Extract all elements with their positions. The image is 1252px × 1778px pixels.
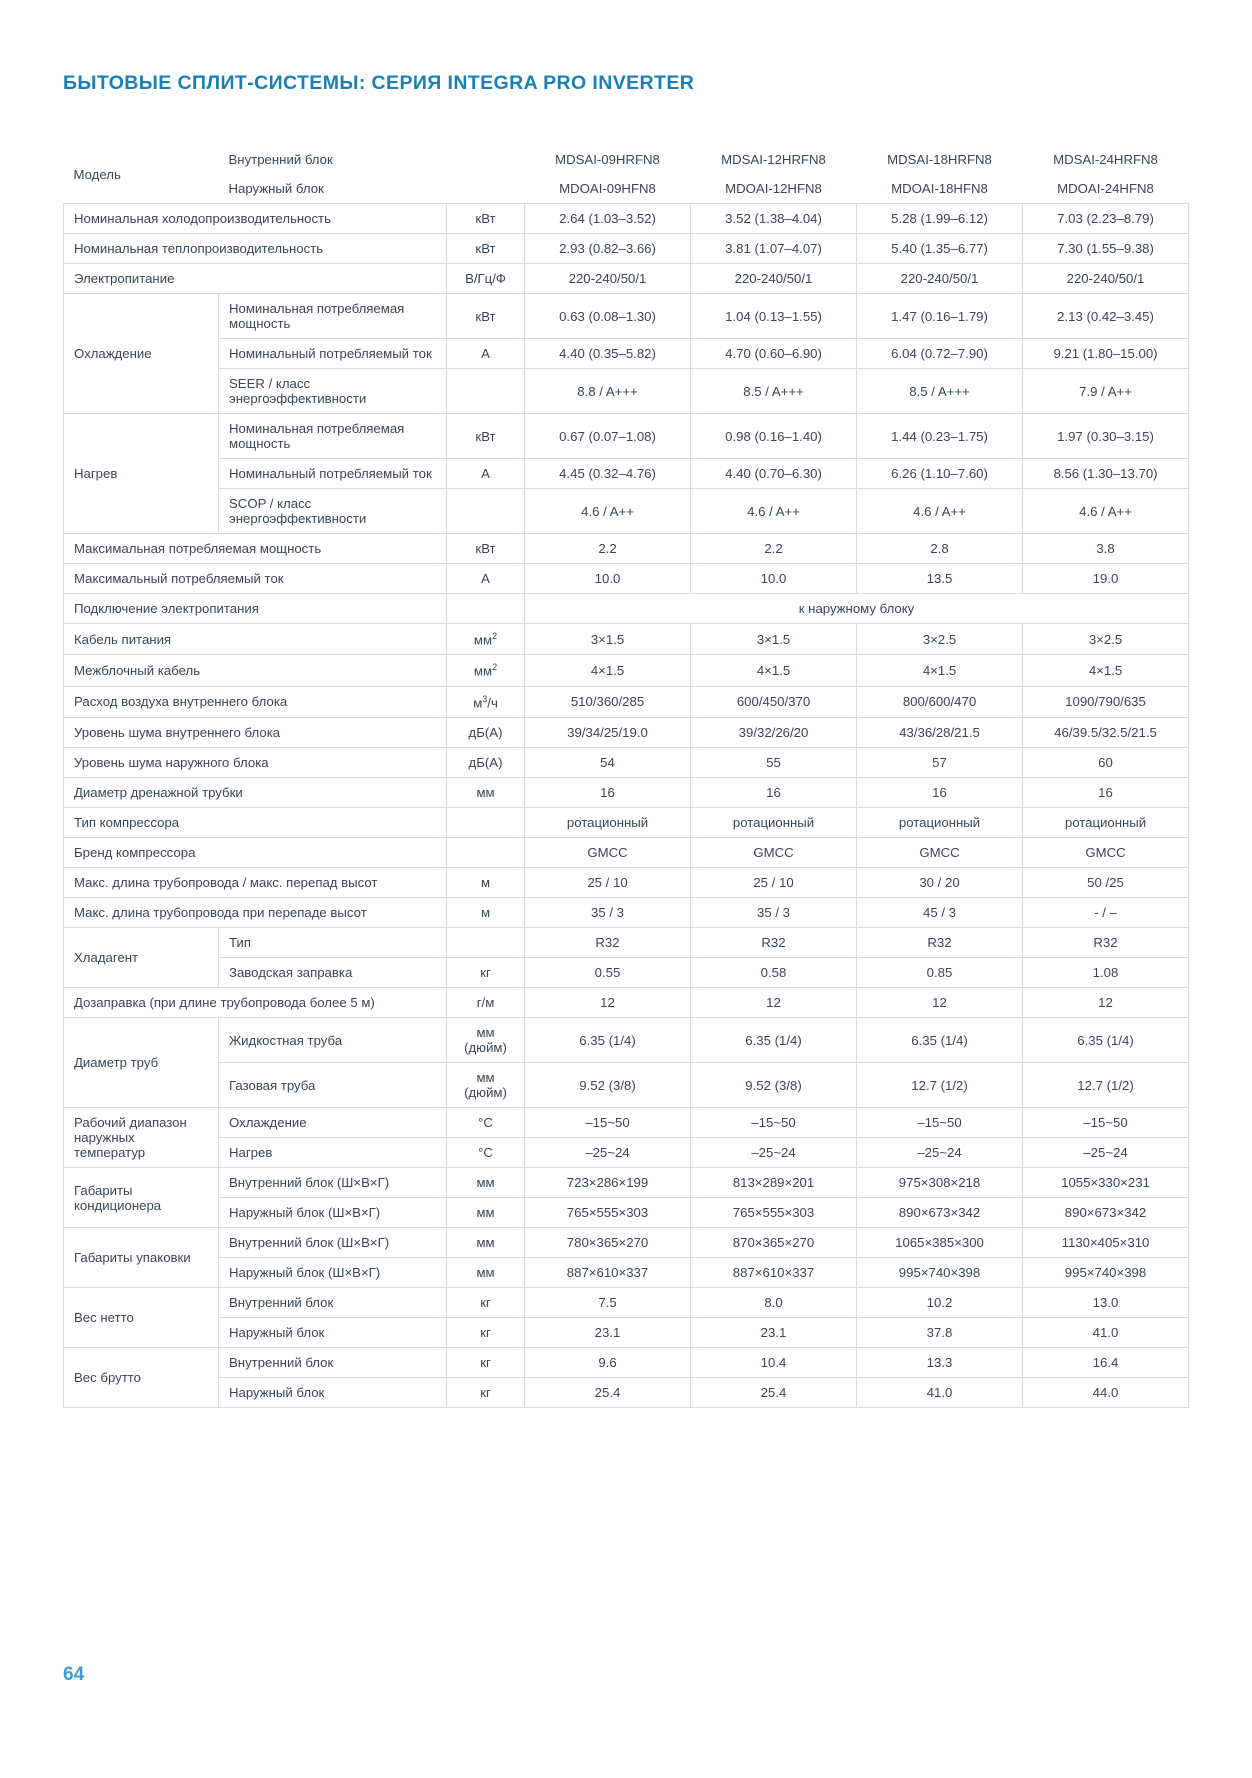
row-label: Заводская заправка [219,958,447,988]
row-label: Охлаждение [219,1108,447,1138]
table-row [64,748,1189,778]
table-header-outdoor-row [64,174,1189,204]
row-value: 8.5 / A+++ [857,369,1023,414]
group-label-net-weight: Вес нетто [64,1288,219,1348]
row-value: 1.97 (0.30–3.15) [1023,414,1189,459]
row-unit [447,594,525,624]
table-row [64,928,1189,958]
row-unit: °C [447,1108,525,1138]
row-unit [447,808,525,838]
row-value: –25~24 [525,1138,691,1168]
row-value: GMCC [525,838,691,868]
row-unit: дБ(А) [447,718,525,748]
row-unit: $мм^2$ [447,655,525,686]
row-label: Диаметр дренажной трубки [64,778,447,808]
row-label: SEER / класс энергоэффективности [219,369,447,414]
row-value: 35 / 3 [691,898,857,928]
row-unit: кг [447,1318,525,1348]
row-value: 723×286×199 [525,1168,691,1198]
table-row [64,898,1189,928]
row-label: Номинальная потребляемая мощность [219,294,447,339]
row-value: 4.70 (0.60–6.90) [691,339,857,369]
table-row [64,489,1189,534]
row-unit: мм [447,1168,525,1198]
page-number: 64 [63,1664,85,1685]
row-unit: кВт [447,414,525,459]
row-value: 25.4 [691,1378,857,1408]
row-value: 2.2 [525,534,691,564]
row-label: Бренд компрессора [64,838,447,868]
table-row [64,808,1189,838]
row-value: 6.35 (1/4) [525,1018,691,1063]
row-value: 9.21 (1.80–15.00) [1023,339,1189,369]
row-unit: мм (дюйм) [447,1063,525,1108]
row-value: ротационный [857,808,1023,838]
page-title: БЫТОВЫЕ СПЛИТ-СИСТЕМЫ: СЕРИЯ INTEGRA PRO INVERTER [63,72,695,94]
row-value: 765×555×303 [525,1198,691,1228]
row-unit: кг [447,1378,525,1408]
row-value: 10.4 [691,1348,857,1378]
row-value: –15~50 [1023,1108,1189,1138]
row-value: 9.52 (3/8) [525,1063,691,1108]
row-label: Электропитание [64,264,447,294]
row-value: 0.85 [857,958,1023,988]
row-value: 4×1.5 [1023,655,1189,686]
row-value: 2.64 (1.03–3.52) [525,204,691,234]
group-label-gross-weight: Вес брутто [64,1348,219,1408]
table-row [64,294,1189,339]
row-label: SCOP / класс энергоэффективности [219,489,447,534]
row-value: 2.13 (0.42–3.45) [1023,294,1189,339]
outdoor-model-2: MDOAI-12HFN8 [691,174,857,204]
row-value: 8.56 (1.30–13.70) [1023,459,1189,489]
row-value: 3.52 (1.38–4.04) [691,204,857,234]
specifications-table-container [63,145,1189,1408]
indoor-model-2: MDSAI-12HRFN8 [691,145,857,174]
row-value: 2.8 [857,534,1023,564]
row-label: Газовая труба [219,1063,447,1108]
row-value: 4.6 / A++ [691,489,857,534]
row-label: Уровень шума наружного блока [64,748,447,778]
row-value: 870×365×270 [691,1228,857,1258]
row-value: R32 [1023,928,1189,958]
row-value: 1090/790/635 [1023,686,1189,717]
table-row [64,718,1189,748]
row-value: 7.30 (1.55–9.38) [1023,234,1189,264]
row-value: 4.6 / A++ [525,489,691,534]
row-label: Внутренний блок (Ш×В×Г) [219,1228,447,1258]
row-value: –25~24 [1023,1138,1189,1168]
indoor-unit-label: Внутренний блок [219,145,525,174]
row-value: 1.08 [1023,958,1189,988]
row-value: 16.4 [1023,1348,1189,1378]
row-value: 3×1.5 [525,624,691,655]
row-unit: °C [447,1138,525,1168]
row-value: 50 /25 [1023,868,1189,898]
row-value: 4.40 (0.70–6.30) [691,459,857,489]
row-value: 220-240/50/1 [1023,264,1189,294]
row-label: Тип компрессора [64,808,447,838]
row-value: GMCC [1023,838,1189,868]
row-unit: кВт [447,534,525,564]
row-value: 9.6 [525,1348,691,1378]
row-value: 765×555×303 [691,1198,857,1228]
table-row [64,778,1189,808]
table-row [64,1063,1189,1108]
table-row [64,1378,1189,1408]
row-unit: $м^3/ч$ [447,686,525,717]
table-row [64,339,1189,369]
row-value: 4×1.5 [525,655,691,686]
row-value: 54 [525,748,691,778]
row-value: 10.2 [857,1288,1023,1318]
group-label-heating: Нагрев [64,414,219,534]
row-value: –25~24 [691,1138,857,1168]
row-value: 800/600/470 [857,686,1023,717]
row-value: GMCC [857,838,1023,868]
row-value: 2.93 (0.82–3.66) [525,234,691,264]
row-value: 3.8 [1023,534,1189,564]
row-value: 19.0 [1023,564,1189,594]
group-label-cooling: Охлаждение [64,294,219,414]
row-label: Межблочный кабель [64,655,447,686]
row-value: 13.5 [857,564,1023,594]
row-value: 6.04 (0.72–7.90) [857,339,1023,369]
row-value: 55 [691,748,857,778]
row-value: 5.40 (1.35–6.77) [857,234,1023,264]
row-label: Нагрев [219,1138,447,1168]
row-value: 16 [525,778,691,808]
row-value: 44.0 [1023,1378,1189,1408]
row-label: Наружный блок [219,1378,447,1408]
row-unit: А [447,339,525,369]
row-value: GMCC [691,838,857,868]
table-row [64,414,1189,459]
row-value: 2.2 [691,534,857,564]
row-value: 3.81 (1.07–4.07) [691,234,857,264]
row-value: 39/32/26/20 [691,718,857,748]
group-label-pipes: Диаметр труб [64,1018,219,1108]
row-value: 600/450/370 [691,686,857,717]
row-label: Внутренний блок (Ш×В×Г) [219,1168,447,1198]
row-value: 4.40 (0.35–5.82) [525,339,691,369]
group-label-package: Габариты упаковки [64,1228,219,1288]
table-row [64,655,1189,686]
row-value: 220-240/50/1 [525,264,691,294]
row-value: 0.58 [691,958,857,988]
row-value: ротационный [1023,808,1189,838]
table-row [64,988,1189,1018]
row-value: 890×673×342 [1023,1198,1189,1228]
row-unit: кВт [447,204,525,234]
row-value: 25 / 10 [525,868,691,898]
row-unit: кг [447,958,525,988]
row-value: 37.8 [857,1318,1023,1348]
table-row [64,686,1189,717]
row-value: 0.63 (0.08–1.30) [525,294,691,339]
table-row [64,1228,1189,1258]
table-row [64,838,1189,868]
row-value: –15~50 [857,1108,1023,1138]
row-unit: А [447,459,525,489]
row-value: 1.44 (0.23–1.75) [857,414,1023,459]
table-row [64,1288,1189,1318]
row-value: –25~24 [857,1138,1023,1168]
row-unit: г/м [447,988,525,1018]
row-value: 35 / 3 [525,898,691,928]
row-label: Подключение электропитания [64,594,447,624]
row-label: Внутренний блок [219,1348,447,1378]
row-value: 3×2.5 [1023,624,1189,655]
table-row [64,1138,1189,1168]
row-value: 7.03 (2.23–8.79) [1023,204,1189,234]
group-label-refrigerant: Хладагент [64,928,219,988]
row-value: 5.28 (1.99–6.12) [857,204,1023,234]
row-unit: мм [447,1198,525,1228]
row-value: ротационный [525,808,691,838]
row-unit: А [447,564,525,594]
row-value: 995×740×398 [1023,1258,1189,1288]
row-label: Уровень шума внутреннего блока [64,718,447,748]
row-value: к наружному блоку [525,594,1189,624]
row-value: 8.0 [691,1288,857,1318]
row-value: 813×289×201 [691,1168,857,1198]
row-value: 1.04 (0.13–1.55) [691,294,857,339]
row-value: 41.0 [1023,1318,1189,1348]
row-value: 3×2.5 [857,624,1023,655]
row-value: 12 [857,988,1023,1018]
row-value: –15~50 [691,1108,857,1138]
row-value: 0.98 (0.16–1.40) [691,414,857,459]
table-row [64,1108,1189,1138]
indoor-model-4: MDSAI-24HRFN8 [1023,145,1189,174]
table-row [64,1318,1189,1348]
row-unit [447,928,525,958]
row-label: Дозаправка (при длине трубопровода более 5 м) [64,988,447,1018]
table-header-indoor-row [64,145,1189,174]
row-unit: мм [447,778,525,808]
row-unit [447,489,525,534]
row-unit: В/Гц/Ф [447,264,525,294]
row-label: Наружный блок [219,1318,447,1348]
row-value: 23.1 [525,1318,691,1348]
row-unit: дБ(А) [447,748,525,778]
table-row [64,868,1189,898]
row-value: 220-240/50/1 [691,264,857,294]
row-value: 12 [1023,988,1189,1018]
row-value: 6.35 (1/4) [1023,1018,1189,1063]
row-value: 4×1.5 [691,655,857,686]
outdoor-unit-label: Наружный блок [219,174,525,204]
row-unit: м [447,868,525,898]
row-value: - / – [1023,898,1189,928]
row-unit: мм [447,1258,525,1288]
row-label: Расход воздуха внутреннего блока [64,686,447,717]
row-value: 13.3 [857,1348,1023,1378]
row-unit: мм [447,1228,525,1258]
row-value: 23.1 [691,1318,857,1348]
row-value: R32 [691,928,857,958]
row-value: 39/34/25/19.0 [525,718,691,748]
row-value: 220-240/50/1 [857,264,1023,294]
table-row [64,1258,1189,1288]
row-value: 510/360/285 [525,686,691,717]
table-row [64,264,1189,294]
outdoor-model-3: MDOAI-18HFN8 [857,174,1023,204]
outdoor-model-4: MDOAI-24HFN8 [1023,174,1189,204]
indoor-model-1: MDSAI-09HRFN8 [525,145,691,174]
row-value: 887×610×337 [691,1258,857,1288]
row-unit: кг [447,1348,525,1378]
row-value: 1065×385×300 [857,1228,1023,1258]
row-value: 3×1.5 [691,624,857,655]
row-value: 4.6 / A++ [857,489,1023,534]
row-value: 780×365×270 [525,1228,691,1258]
row-unit: м [447,898,525,928]
row-value: 10.0 [525,564,691,594]
row-label: Номинальный потребляемый ток [219,459,447,489]
row-unit: кВт [447,294,525,339]
table-row [64,459,1189,489]
row-unit: $мм^2$ [447,624,525,655]
row-value: 4.45 (0.32–4.76) [525,459,691,489]
table-row [64,234,1189,264]
table-row [64,534,1189,564]
row-label: Жидкостная труба [219,1018,447,1063]
row-value: 1.47 (0.16–1.79) [857,294,1023,339]
table-row [64,1168,1189,1198]
row-value: 0.55 [525,958,691,988]
outdoor-model-1: MDOAI-09HFN8 [525,174,691,204]
row-label: Номинальная холодопроизводительность [64,204,447,234]
row-value: 45 / 3 [857,898,1023,928]
row-value: 41.0 [857,1378,1023,1408]
row-label: Наружный блок (Ш×В×Г) [219,1198,447,1228]
row-label: Тип [219,928,447,958]
row-value: 8.8 / A+++ [525,369,691,414]
row-value: 975×308×218 [857,1168,1023,1198]
specifications-table [63,145,1189,1408]
table-row [64,958,1189,988]
row-value: 46/39.5/32.5/21.5 [1023,718,1189,748]
row-value: 16 [1023,778,1189,808]
row-value: ротационный [691,808,857,838]
row-label: Внутренний блок [219,1288,447,1318]
row-value: 12.7 (1/2) [1023,1063,1189,1108]
row-unit: мм (дюйм) [447,1018,525,1063]
table-row [64,1018,1189,1063]
row-value: 1055×330×231 [1023,1168,1189,1198]
row-unit [447,838,525,868]
row-value: 4×1.5 [857,655,1023,686]
row-value: 60 [1023,748,1189,778]
group-label-temperature-range: Рабочий диапазон наружных температур [64,1108,219,1168]
row-value: 10.0 [691,564,857,594]
row-label: Номинальная потребляемая мощность [219,414,447,459]
row-value: 887×610×337 [525,1258,691,1288]
row-value: 57 [857,748,1023,778]
row-label: Номинальная теплопроизводительность [64,234,447,264]
row-unit [447,369,525,414]
row-value: 4.6 / A++ [1023,489,1189,534]
row-value: 9.52 (3/8) [691,1063,857,1108]
row-label: Макс. длина трубопровода при перепаде высот [64,898,447,928]
row-value: 6.35 (1/4) [857,1018,1023,1063]
row-value: 30 / 20 [857,868,1023,898]
row-value: 12 [525,988,691,1018]
row-value: 16 [691,778,857,808]
row-value: 12.7 (1/2) [857,1063,1023,1108]
row-value: 8.5 / A+++ [691,369,857,414]
table-row [64,204,1189,234]
table-row [64,594,1189,624]
row-value: 25 / 10 [691,868,857,898]
row-value: 25.4 [525,1378,691,1408]
row-value: 12 [691,988,857,1018]
row-value: 7.5 [525,1288,691,1318]
row-label: Максимальный потребляемый ток [64,564,447,594]
row-value: 1130×405×310 [1023,1228,1189,1258]
row-value: 6.35 (1/4) [691,1018,857,1063]
group-label-dimensions: Габариты кондиционера [64,1168,219,1228]
table-row [64,1348,1189,1378]
indoor-model-3: MDSAI-18HRFN8 [857,145,1023,174]
row-label: Номинальный потребляемый ток [219,339,447,369]
table-row [64,369,1189,414]
row-value: –15~50 [525,1108,691,1138]
row-unit: кВт [447,234,525,264]
row-label: Наружный блок (Ш×В×Г) [219,1258,447,1288]
row-value: 43/36/28/21.5 [857,718,1023,748]
row-value: 13.0 [1023,1288,1189,1318]
row-value: 16 [857,778,1023,808]
row-value: R32 [857,928,1023,958]
row-value: R32 [525,928,691,958]
row-label: Кабель питания [64,624,447,655]
row-unit: кг [447,1288,525,1318]
table-row [64,624,1189,655]
row-label: Максимальная потребляемая мощность [64,534,447,564]
row-value: 0.67 (0.07–1.08) [525,414,691,459]
row-value: 890×673×342 [857,1198,1023,1228]
row-value: 6.26 (1.10–7.60) [857,459,1023,489]
table-row [64,564,1189,594]
row-value: 995×740×398 [857,1258,1023,1288]
row-label: Макс. длина трубопровода / макс. перепад высот [64,868,447,898]
model-label: Модель [64,145,219,204]
table-row [64,1198,1189,1228]
row-value: 7.9 / A++ [1023,369,1189,414]
